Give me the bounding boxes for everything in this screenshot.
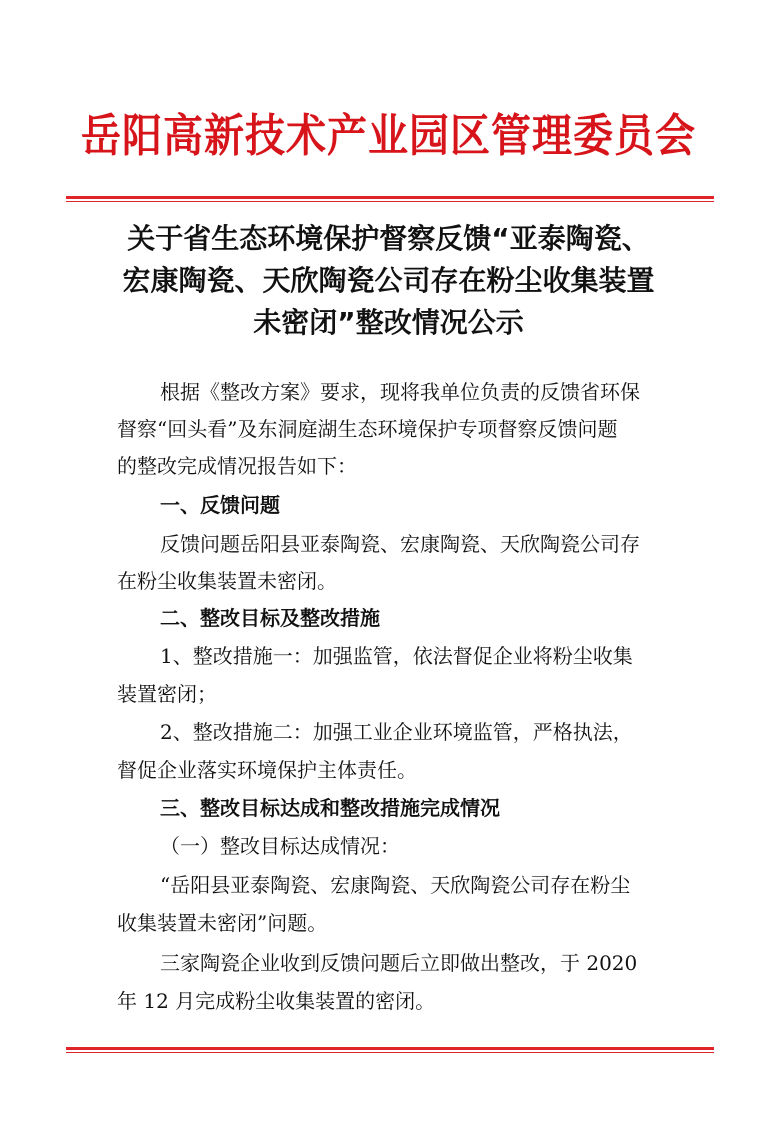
header-red-rule-thin bbox=[66, 201, 714, 202]
quote-line-2: 收集装置未密闭”问题。 bbox=[117, 911, 328, 935]
section-2-heading: 二、整改目标及整改措施 bbox=[160, 606, 380, 630]
result-line-1: 三家陶瓷企业收到反馈问题后立即做出整改，于 2020 bbox=[160, 951, 638, 975]
title-line-1: 关于省生态环境保护督察反馈“亚泰陶瓷、 bbox=[127, 222, 650, 255]
organization-header: 岳阳高新技术产业园区管理委员会 bbox=[81, 109, 696, 163]
measure-1-line-2: 装置密闭； bbox=[117, 682, 217, 706]
result-line-2: 年 12 月完成粉尘收集装置的密闭。 bbox=[117, 989, 436, 1013]
intro-line-2: 督察“回头看”及东洞庭湖生态环境保护专项督察反馈问题 bbox=[117, 417, 618, 441]
footer-red-rule-thin bbox=[66, 1052, 714, 1053]
header-red-rule bbox=[66, 196, 714, 199]
section-1-line-1: 反馈问题岳阳县亚泰陶瓷、宏康陶瓷、天欣陶瓷公司存 bbox=[160, 532, 640, 556]
title-line-2: 宏康陶瓷、天欣陶瓷公司存在粉尘收集装置 bbox=[122, 264, 655, 297]
subsection-1-heading: （一）整改目标达成情况： bbox=[160, 834, 400, 858]
section-3-heading: 三、整改目标达成和整改措施完成情况 bbox=[160, 796, 500, 820]
footer-red-rule bbox=[66, 1047, 714, 1050]
intro-line-1: 根据《整改方案》要求，现将我单位负责的反馈省环保 bbox=[160, 380, 640, 404]
measure-1-line-1: 1、整改措施一：加强监管，依法督促企业将粉尘收集 bbox=[160, 644, 633, 668]
section-1-heading: 一、反馈问题 bbox=[160, 493, 280, 517]
measure-2-line-1: 2、整改措施二：加强工业企业环境监管，严格执法， bbox=[160, 720, 633, 744]
document-title bbox=[0, 218, 777, 344]
quote-line-1: “岳阳县亚泰陶瓷、宏康陶瓷、天欣陶瓷公司存在粉尘 bbox=[160, 873, 631, 897]
intro-line-3: 的整改完成情况报告如下： bbox=[117, 454, 357, 478]
measure-2-line-2: 督促企业落实环境保护主体责任。 bbox=[117, 758, 417, 782]
section-1-line-2: 在粉尘收集装置未密闭。 bbox=[117, 569, 337, 593]
title-line-3: 未密闭”整改情况公示 bbox=[253, 306, 524, 339]
